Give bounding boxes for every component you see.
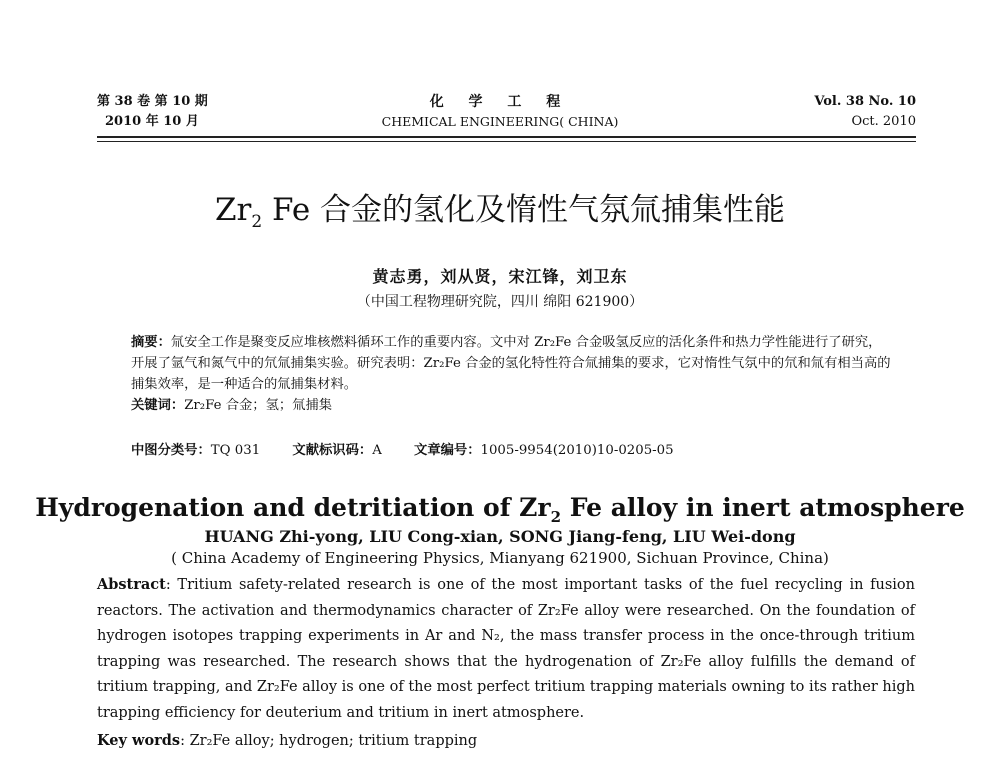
affiliation-en: ( China Academy of Engineering Physics, Mianyang 621900, Sichuan Province, China) (171, 549, 829, 567)
doc-code-value: A (372, 443, 382, 458)
article-number-value: 1005-9954(2010)10-0205-05 (480, 443, 674, 458)
abstract-zh-text: 氚安全工作是聚变反应堆核燃料循环工作的重要内容。文中对 Zr₂Fe 合金吸氢反应的活化条件和热力学性能进行了研究，开展了氩气和氮气中的氘氚捕集实验。研究表明：Zr₂Fe 合金的氢化特性符合氚捕集的要求，它对惰性气氛中的氘和氚有相当高的捕集效率，是一种适合的氚捕集材料。 (131, 335, 891, 392)
keywords-zh-text: Zr₂Fe 合金；氢；氚捕集 (184, 398, 333, 413)
journal-volume-info-en (814, 92, 916, 132)
authors-en: HUANG Zhi-yong, LIU Cong-xian, SONG Jiang-feng, LIU Wei-dong (204, 527, 796, 546)
article-number-label: 文章编号： (414, 443, 481, 458)
keywords-en (97, 732, 915, 749)
doc-code-label: 文献标识码： (292, 443, 373, 458)
abstract-en-text: : Tritium safety-related research is one of the most important tasks of the fuel recycling in fusion reactors. The activation and thermodynamics character of Zr₂Fe alloy were researched. On the foundation of hydrogen isotopes trapping experiments in Ar and N₂, the mass transfer process in the once-through tritium trapping was researched. The research shows that the hydrogenation of Zr₂Fe alloy fulfills the demand of tritium trapping, and Zr₂Fe alloy is one of the most perfect tritium trapping materials owning to its rather high trapping efficiency for deuterium and tritium in inert atmosphere. (97, 577, 915, 721)
journal-name-en: CHEMICAL ENGINEERING( CHINA) (381, 114, 619, 129)
title-en-part1: Hydrogenation and detritiation of Zr (35, 493, 551, 522)
title-zh-subscript: 2 (251, 212, 263, 233)
affiliation-zh: （中国工程物理研究院，四川 绵阳 621900） (356, 294, 644, 310)
journal-name-zh: 化 学 工 程 (429, 94, 571, 110)
abstract-zh (131, 332, 893, 416)
issue-date: 2010 年 10 月 (105, 114, 199, 129)
header-rule-thick (97, 136, 916, 138)
header-rule-thin (97, 141, 916, 142)
clc-value: TQ 031 (210, 443, 261, 458)
classification-line (131, 439, 893, 458)
volume-issue-en: Vol. 38 No. 10 (814, 94, 916, 109)
title-zh-part1: Zr (214, 192, 252, 228)
keywords-zh-label: 关键词： (131, 398, 185, 413)
abstract-zh-label: 摘要： (131, 335, 171, 350)
title-zh (0, 190, 1000, 242)
authors-zh: 黄志勇，刘从贤，宋江锋，刘卫东 (372, 267, 628, 286)
keywords-en-label: Key words (97, 732, 181, 749)
clc-label: 中图分类号： (131, 443, 211, 458)
abstract-en (97, 572, 915, 726)
title-en-subscript: 2 (550, 508, 562, 526)
abstract-en-label: Abstract (97, 576, 166, 593)
title-zh-part2: Fe 合金的氢化及惰性气氛氚捕集性能 (262, 192, 786, 228)
volume-issue: 第 38 卷 第 10 期 (97, 94, 208, 109)
issue-date-en: Oct. 2010 (851, 114, 916, 129)
title-en-part2: Fe alloy in inert atmosphere (561, 493, 965, 522)
keywords-en-text: : Zr₂Fe alloy; hydrogen; tritium trapping (180, 733, 478, 749)
